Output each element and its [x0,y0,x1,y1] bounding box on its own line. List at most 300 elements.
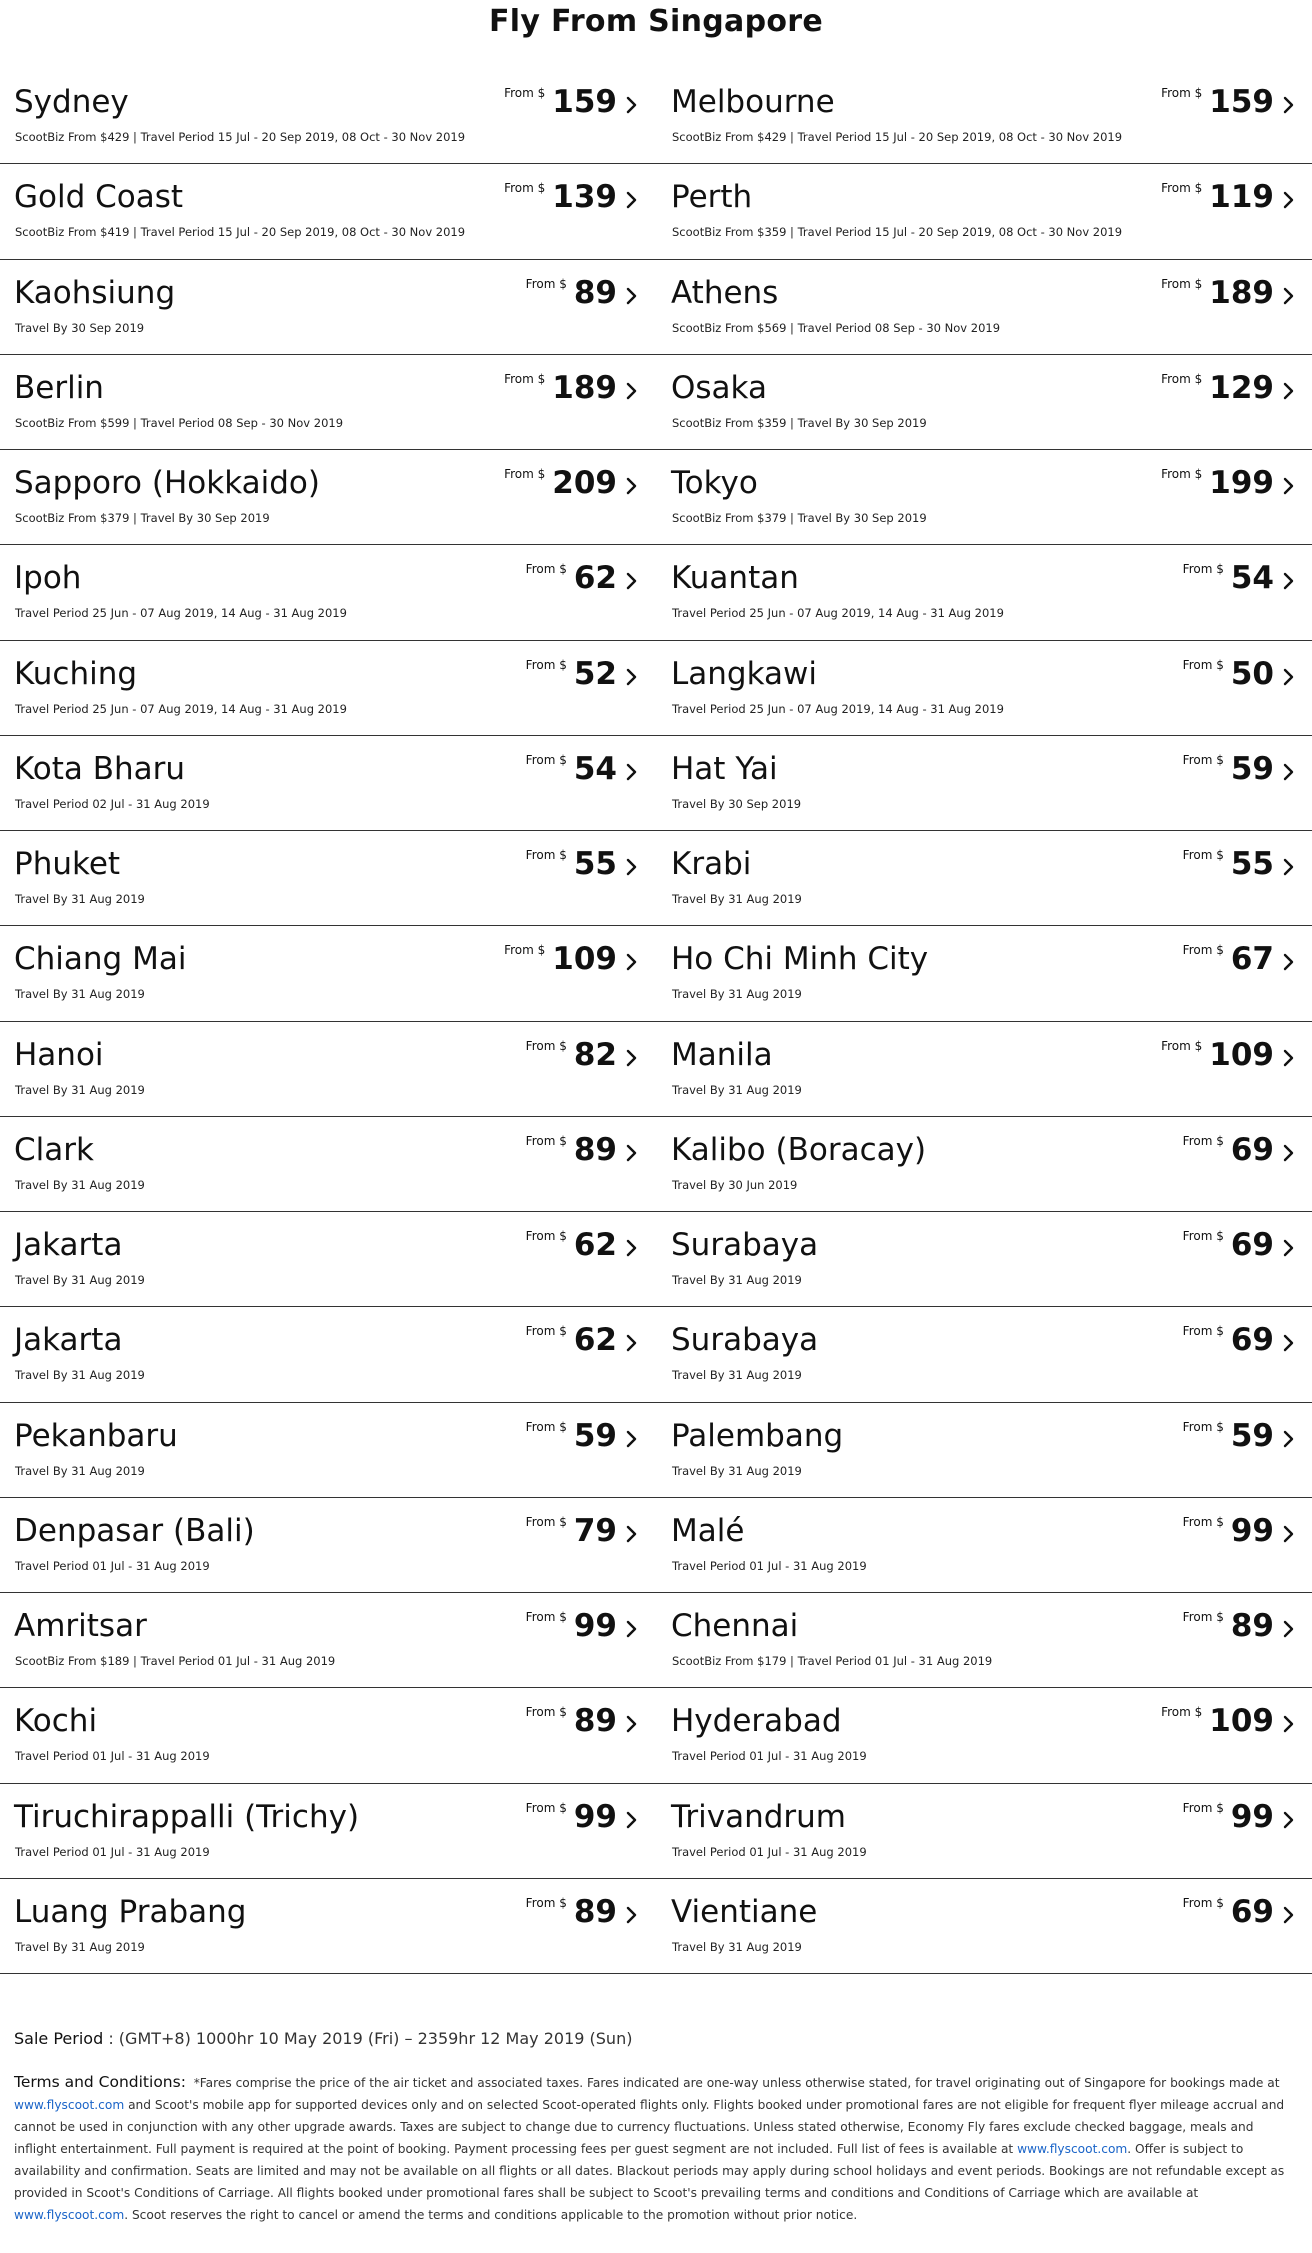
fare-price[interactable] [1183,1609,1297,1643]
fare-price[interactable] [526,657,640,691]
chevron-right-icon[interactable] [623,570,640,592]
chevron-right-icon[interactable] [1280,475,1297,497]
chevron-right-icon[interactable] [1280,1047,1297,1069]
destination-name: Chiang Mai [14,941,187,978]
destination-name: Hanoi [14,1036,104,1073]
chevron-right-icon[interactable] [1280,1428,1297,1450]
chevron-right-icon[interactable] [1280,1237,1297,1259]
fare-details: ScootBiz From $569 | Travel Period 08 Sep - 30 Nov 2019 [672,320,1001,335]
chevron-right-icon[interactable] [1280,570,1297,592]
destination-card[interactable] [671,831,1297,926]
fare-details: Travel Period 25 Jun - 07 Aug 2019, 14 Aug - 31 Aug 2019 [15,701,347,716]
destination-name: Berlin [14,369,104,406]
fare-details: ScootBiz From $379 | Travel By 30 Sep 2019 [15,511,270,525]
destination-name: Denpasar (Bali) [14,1512,255,1549]
fare-price[interactable] [504,942,640,976]
destination-name: Vientiane [671,1893,818,1930]
destination-name: Tokyo [671,465,758,501]
fare-amount: 82 [573,1036,617,1073]
fare-price[interactable] [526,1419,640,1453]
fare-amount: 55 [1230,846,1274,882]
destination-name: Krabi [671,846,752,882]
fare-details: Travel Period 25 Jun - 07 Aug 2019, 14 Aug - 31 Aug 2019 [672,606,1004,621]
destination-card[interactable] [671,926,1297,1021]
fare-price[interactable] [526,1704,640,1738]
destination-card[interactable] [14,1879,640,1974]
destination-card[interactable] [671,1498,1297,1593]
destination-name: Osaka [671,369,767,406]
fare-details: Travel By 31 Aug 2019 [15,1463,145,1478]
fare-price[interactable] [1183,1133,1297,1167]
fare-details: Travel By 31 Aug 2019 [672,1368,802,1383]
destination-row [0,1307,1312,1402]
fare-price[interactable] [526,1609,640,1643]
destination-card[interactable] [14,1593,640,1688]
fare-amount: 199 [1209,465,1274,501]
destination-name: Sapporo (Hokkaido) [14,465,320,501]
fare-amount: 62 [573,1227,617,1263]
destination-row [0,1498,1312,1593]
chevron-right-icon[interactable] [1280,1809,1297,1831]
from-label: From $ [525,848,567,862]
destination-card[interactable] [14,1022,640,1117]
from-label: From $ [1182,943,1224,958]
from-label: From $ [1182,657,1224,672]
destination-card[interactable] [671,260,1297,355]
destination-name: Kota Bharu [14,750,186,787]
destination-name: Athens [671,274,779,311]
from-label: From $ [525,276,567,291]
fare-price[interactable] [1183,942,1297,976]
destination-name: Luang Prabang [14,1893,247,1930]
fare-price[interactable] [504,180,640,214]
from-label: From $ [525,1705,567,1720]
destination-name: Clark [14,1131,94,1168]
destination-name: Phuket [14,846,121,882]
destination-name: Amritsar [14,1608,147,1644]
from-label: From $ [525,1324,567,1339]
destination-row [0,1688,1312,1783]
fare-details: ScootBiz From $419 | Travel Period 15 Jul - 20 Sep 2019, 08 Oct - 30 Nov 2019 [15,225,466,240]
destination-card[interactable] [14,164,640,259]
fare-details: Travel By 30 Jun 2019 [672,1177,798,1192]
fare-price[interactable] [1161,180,1297,214]
fare-price[interactable] [504,85,640,119]
destination-card[interactable] [671,545,1297,640]
chevron-right-icon[interactable] [623,1618,640,1640]
from-label: From $ [1182,1229,1224,1243]
destination-name: Surabaya [671,1322,819,1359]
destination-card[interactable] [671,1117,1297,1212]
destination-row [0,260,1312,355]
fare-amount: 209 [552,465,617,501]
fare-details: Travel Period 25 Jun - 07 Aug 2019, 14 Aug - 31 Aug 2019 [672,701,1004,716]
destination-row [0,545,1312,640]
chevron-right-icon[interactable] [623,380,640,402]
from-label: From $ [1161,276,1203,291]
destination-card[interactable] [671,1879,1297,1974]
fare-price[interactable] [526,1800,640,1834]
fare-details: ScootBiz From $359 | Travel Period 15 Jul - 20 Sep 2019, 08 Oct - 30 Nov 2019 [672,225,1123,240]
destination-name: Ipoh [14,560,82,597]
fare-price[interactable] [526,1895,640,1929]
from-label: From $ [1161,371,1203,386]
page-title: Fly From Singapore [488,4,824,39]
from-label: From $ [525,1514,567,1529]
from-label: From $ [504,943,546,958]
destination-name: Melbourne [671,84,835,120]
fare-amount: 109 [1209,1703,1274,1740]
fare-details: Travel Period 01 Jul - 31 Aug 2019 [672,1558,867,1573]
fare-price[interactable] [1183,1419,1297,1453]
fare-amount: 109 [552,941,617,978]
fare-amount: 69 [1230,1227,1274,1263]
destination-name: Hyderabad [671,1703,842,1740]
from-label: From $ [504,371,546,386]
destination-card[interactable] [671,164,1297,259]
destination-card[interactable] [14,641,640,736]
destination-row [0,1879,1312,1974]
destination-card[interactable] [671,1784,1297,1879]
fare-details: Travel Period 02 Jul - 31 Aug 2019 [15,796,210,811]
fare-details: Travel By 30 Sep 2019 [15,320,145,335]
from-label: From $ [504,467,546,481]
destination-row [0,1212,1312,1307]
fare-amount: 54 [573,750,617,787]
terms-text-1: *Fares comprise the price of the air ticket and associated taxes. Fares indicated are one-way unless otherwise stated, for travel originating out of Singapore for bookings made at [193,2076,1280,2090]
terms-label: Terms and Conditions [14,2073,181,2091]
destination-row [0,1022,1312,1117]
fare-price[interactable] [1183,1323,1297,1357]
fare-price[interactable] [526,1323,640,1357]
fare-amount: 89 [573,1893,617,1930]
from-label: From $ [525,1800,567,1815]
fare-amount: 189 [1209,274,1274,311]
from-label: From $ [525,1133,567,1148]
from-label: From $ [525,1229,567,1243]
chevron-right-icon[interactable] [1280,856,1297,878]
from-label: From $ [1161,86,1203,100]
destination-card[interactable] [671,1212,1297,1307]
destination-card[interactable] [14,1307,640,1402]
fare-price[interactable] [1183,1514,1297,1548]
fare-amount: 52 [573,655,617,692]
chevron-right-icon[interactable] [1280,951,1297,973]
fare-amount: 54 [1230,560,1274,597]
from-label: From $ [1182,1133,1224,1148]
destination-row [0,1117,1312,1212]
fare-details: ScootBiz From $379 | Travel By 30 Sep 2019 [672,511,927,525]
flyscoot-link-3[interactable]: www.flyscoot.com [14,2208,125,2222]
chevron-right-icon[interactable] [1280,189,1297,211]
destination-card[interactable] [14,1117,640,1212]
sale-period-text: (GMT+8) 1000hr 10 May 2019 (Fri) – 2359hr 12 May 2019 (Sun) [118,2029,633,2048]
sale-period-label: Sale Period [14,2029,104,2048]
destination-card[interactable] [14,831,640,926]
destination-name: Perth [671,179,753,216]
destination-card[interactable] [14,736,640,831]
chevron-right-icon[interactable] [1280,285,1297,307]
fare-details: Travel By 31 Aug 2019 [15,1939,145,1954]
fare-amount: 129 [1209,369,1274,406]
chevron-right-icon[interactable] [623,1428,640,1450]
from-label: From $ [525,562,567,577]
chevron-right-icon[interactable] [623,285,640,307]
fare-details: ScootBiz From $189 | Travel Period 01 Jul - 31 Aug 2019 [15,1654,336,1668]
from-label: From $ [525,1038,567,1053]
fare-price[interactable] [1161,85,1297,119]
chevron-right-icon[interactable] [1280,666,1297,688]
fare-amount: 67 [1230,941,1274,978]
destination-card[interactable] [14,69,640,164]
fare-details: ScootBiz From $429 | Travel Period 15 Jul - 20 Sep 2019, 08 Oct - 30 Nov 2019 [672,130,1123,144]
from-label: From $ [525,752,567,767]
fare-details: Travel Period 01 Jul - 31 Aug 2019 [672,1749,867,1764]
destination-row [0,164,1312,259]
destination-card[interactable] [671,1688,1297,1783]
chevron-right-icon[interactable] [623,1523,640,1545]
destination-name: Sydney [14,84,129,120]
terms-text-4: . Scoot reserves the right to cancel or amend the terms and conditions applicable to the promotion without prior notice. [124,2208,858,2222]
chevron-right-icon[interactable] [623,1713,640,1735]
fare-price[interactable] [1183,1895,1297,1929]
fare-price[interactable] [526,752,640,786]
destination-card[interactable] [671,1403,1297,1498]
chevron-right-icon[interactable] [1280,761,1297,783]
fare-amount: 99 [573,1798,617,1835]
from-label: From $ [1161,467,1203,481]
chevron-right-icon[interactable] [623,1809,640,1831]
destination-card[interactable] [14,355,640,450]
destination-name: Manila [671,1036,773,1073]
fare-price[interactable] [1183,1800,1297,1834]
destination-card[interactable] [14,545,640,640]
chevron-right-icon[interactable] [623,1332,640,1354]
fare-amount: 159 [1209,84,1274,120]
destination-card[interactable] [671,1307,1297,1402]
destination-card[interactable] [14,1212,640,1307]
chevron-right-icon[interactable] [623,856,640,878]
chevron-right-icon[interactable] [623,1047,640,1069]
fare-price[interactable] [526,1514,640,1548]
destination-row [0,450,1312,545]
fare-price[interactable] [526,1038,640,1072]
chevron-right-icon[interactable] [623,1904,640,1926]
destination-row [0,831,1312,926]
destination-row [0,355,1312,450]
fare-details: ScootBiz From $599 | Travel Period 08 Sep - 30 Nov 2019 [15,415,344,430]
chevron-right-icon[interactable] [1280,1523,1297,1545]
fare-details: Travel Period 01 Jul - 31 Aug 2019 [672,1844,867,1859]
fare-amount: 59 [1230,1417,1274,1454]
destination-row [0,641,1312,736]
destination-name: Tiruchirappalli (Trichy) [14,1798,360,1835]
fare-details: Travel By 31 Aug 2019 [15,1082,145,1097]
fare-details: Travel By 31 Aug 2019 [15,892,145,906]
destination-card[interactable] [14,1784,640,1879]
fare-amount: 89 [573,1131,617,1168]
destination-row [0,69,1312,164]
destination-name: Gold Coast [14,179,184,216]
chevron-right-icon[interactable] [623,1142,640,1164]
fare-amount: 99 [1230,1798,1274,1835]
chevron-right-icon[interactable] [1280,1618,1297,1640]
from-label: From $ [1182,848,1224,862]
terms-and-conditions [14,2071,1298,2226]
destination-card[interactable] [671,355,1297,450]
from-label: From $ [525,1895,567,1910]
fare-details: ScootBiz From $179 | Travel Period 01 Jul - 31 Aug 2019 [672,1654,993,1668]
destination-card[interactable] [14,450,640,545]
destination-name: Chennai [671,1608,799,1644]
destination-row [0,926,1312,1021]
fare-details: Travel By 31 Aug 2019 [672,1463,802,1478]
fare-amount: 89 [1230,1608,1274,1644]
destination-name: Jakarta [14,1227,123,1263]
chevron-right-icon[interactable] [1280,1713,1297,1735]
chevron-right-icon[interactable] [623,761,640,783]
destination-card[interactable] [14,1688,640,1783]
fare-details: Travel Period 01 Jul - 31 Aug 2019 [15,1844,210,1859]
fare-amount: 89 [573,1703,617,1740]
fare-details: Travel By 30 Sep 2019 [672,796,802,811]
destination-card[interactable] [671,1593,1297,1688]
fare-amount: 119 [1209,179,1274,216]
destination-name: Palembang [671,1417,844,1454]
fare-amount: 55 [573,846,617,882]
fare-details: Travel Period 01 Jul - 31 Aug 2019 [15,1558,210,1573]
fare-price[interactable] [1183,1228,1297,1262]
from-label: From $ [504,181,546,196]
destination-name: Surabaya [671,1227,819,1263]
from-label: From $ [1161,181,1203,196]
chevron-right-icon[interactable] [623,94,640,116]
destination-card[interactable] [14,926,640,1021]
chevron-right-icon[interactable] [1280,94,1297,116]
destination-row [0,1593,1312,1688]
destination-card[interactable] [671,641,1297,736]
fare-details: Travel Period 01 Jul - 31 Aug 2019 [15,1749,210,1764]
terms-text-3: . Offer is subject to availability and confirmation. Seats are limited and may not be available on all flights or all dates. Blackout periods may apply during school holidays and event periods. Bookings are not refundable except as provided in Scoot's Conditions of Carriage. All flights booked under promotional fares shall be subject to Scoot's prevailing terms and conditions and Conditions of Carriage which are available at [14,2142,1285,2200]
chevron-right-icon[interactable] [623,666,640,688]
fare-price[interactable] [526,1133,640,1167]
destination-card[interactable] [671,1022,1297,1117]
destination-card[interactable] [14,1498,640,1593]
flyscoot-link-1[interactable]: www.flyscoot.com [14,2098,125,2112]
fare-amount: 50 [1230,655,1274,692]
chevron-right-icon[interactable] [1280,1332,1297,1354]
fare-amount: 99 [1230,1512,1274,1549]
from-label: From $ [1182,562,1224,577]
destination-name: Kalibo (Boracay) [671,1131,927,1168]
fare-details: Travel By 31 Aug 2019 [15,1177,145,1192]
fare-price[interactable] [526,1228,640,1262]
fare-amount: 99 [573,1608,617,1644]
fare-price[interactable] [504,466,640,500]
chevron-right-icon[interactable] [1280,380,1297,402]
sale-period-separator: : [103,2029,119,2048]
destination-name: Trivandrum [671,1798,846,1835]
from-label: From $ [1182,1419,1224,1434]
from-label: From $ [525,1610,567,1624]
destination-card[interactable] [14,260,640,355]
fare-details: Travel Period 25 Jun - 07 Aug 2019, 14 Aug - 31 Aug 2019 [15,606,347,621]
destination-card[interactable] [671,69,1297,164]
from-label: From $ [1182,1610,1224,1624]
terms-label-colon: : [180,2073,186,2091]
destination-name: Kochi [14,1703,98,1740]
fare-amount: 79 [573,1512,617,1549]
chevron-right-icon[interactable] [623,189,640,211]
destination-card[interactable] [14,1403,640,1498]
from-label: From $ [504,86,546,100]
fare-price[interactable] [1161,1704,1297,1738]
fare-price[interactable] [1161,371,1297,405]
fare-price[interactable] [1183,847,1297,881]
fare-amount: 69 [1230,1131,1274,1168]
from-label: From $ [1182,752,1224,767]
destination-name: Kuching [14,655,138,692]
destination-name: Kaohsiung [14,274,176,311]
fare-details: Travel By 31 Aug 2019 [15,1273,145,1287]
destination-name: Kuantan [671,560,799,597]
destination-name: Hat Yai [671,750,778,787]
fare-amount: 59 [573,1417,617,1454]
fare-amount: 62 [573,1322,617,1359]
fare-amount: 89 [573,274,617,311]
from-label: From $ [1182,1800,1224,1815]
fare-price[interactable] [526,847,640,881]
destination-name: Malé [671,1512,745,1549]
fare-amount: 69 [1230,1322,1274,1359]
destination-card[interactable] [671,736,1297,831]
from-label: From $ [1161,1038,1203,1053]
fare-amount: 189 [552,369,617,406]
from-label: From $ [1182,1895,1224,1910]
chevron-right-icon[interactable] [623,951,640,973]
fare-price[interactable] [1161,1038,1297,1072]
fare-details: ScootBiz From $429 | Travel Period 15 Jul - 20 Sep 2019, 08 Oct - 30 Nov 2019 [15,130,466,144]
chevron-right-icon[interactable] [623,475,640,497]
destination-row [0,1403,1312,1498]
fare-amount: 139 [552,179,617,216]
destination-row [0,736,1312,831]
fare-price[interactable] [526,561,640,595]
fare-details: Travel By 31 Aug 2019 [672,892,802,906]
fare-price[interactable] [1183,657,1297,691]
fare-details: ScootBiz From $359 | Travel By 30 Sep 2019 [672,415,927,430]
chevron-right-icon[interactable] [623,1237,640,1259]
fare-price[interactable] [504,371,640,405]
fare-details: Travel By 31 Aug 2019 [672,1082,802,1097]
flyscoot-link-2[interactable]: www.flyscoot.com [1017,2142,1128,2156]
chevron-right-icon[interactable] [1280,1142,1297,1164]
destination-name: Ho Chi Minh City [671,941,929,978]
fare-details: Travel By 31 Aug 2019 [15,987,145,1002]
chevron-right-icon[interactable] [1280,1904,1297,1926]
destination-grid [0,69,1312,1974]
fare-price[interactable] [1161,466,1297,500]
fare-price[interactable] [1183,752,1297,786]
destination-card[interactable] [671,450,1297,545]
terms-text-2: and Scoot's mobile app for supported devices only and on selected Scoot-operated flights only. Flights booked under promotional fares are not eligible for frequent flyer mileage accrual and cannot be used in conjunction with any other upgrade awards. Taxes are subject to change due to currency fluctuations. Unless stated otherwise, Economy Fly fares exclude checked baggage, meals and inflight entertainment. Full payment is required at the point of booking. Payment processing fees per guest segment are not included. Full list of fees is available at [14,2098,1285,2156]
fare-price[interactable] [526,276,640,310]
fare-price[interactable] [1183,561,1297,595]
destination-name: Langkawi [671,655,817,692]
destination-name: Jakarta [14,1322,123,1359]
sale-period [14,2028,1298,2050]
fare-price[interactable] [1161,276,1297,310]
